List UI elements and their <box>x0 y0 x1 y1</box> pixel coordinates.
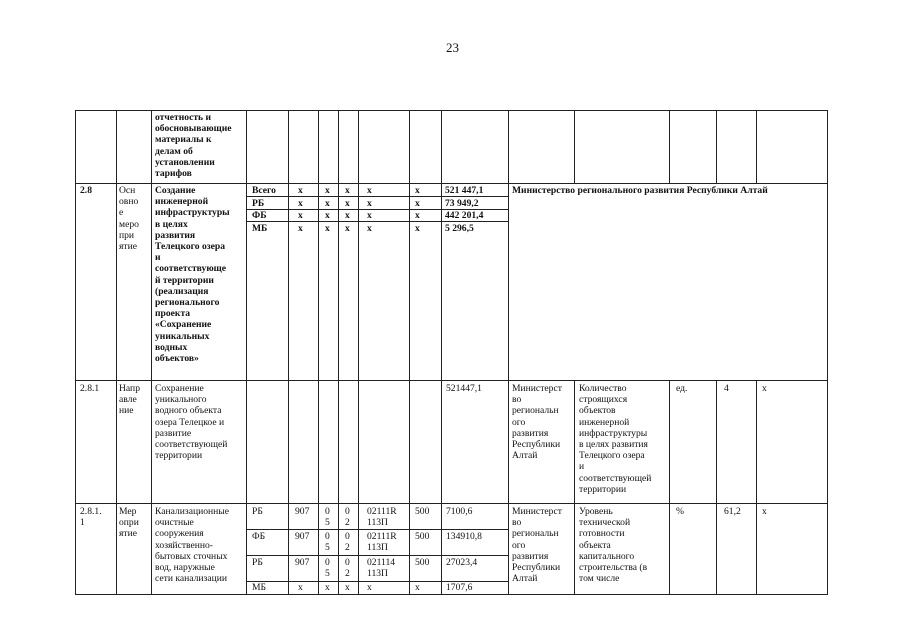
amount-cell: 27023,4 <box>446 557 478 568</box>
row-2-8-1-1-extra: х <box>762 506 767 517</box>
source-cell: МБ <box>252 582 267 593</box>
amount-cell: 73 949,2 <box>445 198 479 209</box>
source-cell: ФБ <box>252 531 266 542</box>
row-2-8-1-1-unit: % <box>676 506 684 517</box>
vr-cell: х <box>415 198 420 209</box>
source-cell: РБ <box>252 506 263 517</box>
row-2-8-1-executor: Министерст во региональн ого развития Республики Алтай <box>512 383 562 462</box>
csr-cell: х <box>367 582 372 593</box>
amount-cell: 7100,6 <box>446 506 473 517</box>
pr-cell: х <box>345 198 350 209</box>
rz-cell: х <box>325 210 330 221</box>
rz-cell: х <box>325 185 330 196</box>
row-2-8-1-amount: 521447,1 <box>446 383 482 394</box>
rz-cell: 0 5 <box>325 557 330 580</box>
rz-cell: х <box>325 582 330 593</box>
source-cell: МБ <box>252 223 268 234</box>
source-cell: Всего <box>252 185 276 196</box>
row-2-8-name: Создание инженерной инфраструктуры в целях развития Телецкого озера и соответствующе й территории (реализация регионального проекта «Сохранение уникальных водных объектов» <box>155 185 230 365</box>
vr-cell: х <box>415 223 420 234</box>
row-2-8-1-unit: ед. <box>676 383 688 394</box>
page-number: 23 <box>446 40 459 55</box>
row-2-8-1-1-executor: Министерст во региональн ого развития Республики Алтай <box>512 506 562 585</box>
grbs-cell: 907 <box>295 531 310 542</box>
grbs-cell: 907 <box>295 557 310 568</box>
rz-cell: х <box>325 223 330 234</box>
pr-cell: 0 2 <box>345 557 350 580</box>
row-2-8-1-1-type: Мер опри ятие <box>119 506 139 540</box>
amount-cell: 521 447,1 <box>445 185 484 196</box>
row-2-8-1-1-value: 61,2 <box>724 506 741 517</box>
amount-cell: 134910,8 <box>446 531 482 542</box>
row-2-8-1-number: 2.8.1 <box>80 383 100 394</box>
grbs-cell: х <box>298 198 303 209</box>
row-2-8-1-indicator: Количество строящихся объектов инженерной инфраструктуры в целях развития Телецкого озера и соответствующей территории <box>579 383 652 495</box>
csr-cell: х <box>367 185 372 196</box>
source-cell: РБ <box>252 557 263 568</box>
csr-cell: х <box>367 210 372 221</box>
row-2-8-1-1-name: Канализационные очистные сооружения хозяйственно- бытовых сточных вод, наружные сети канализации <box>155 506 230 585</box>
pr-cell: х <box>345 185 350 196</box>
pr-cell: 0 2 <box>345 531 350 554</box>
source-cell: ФБ <box>252 210 267 221</box>
amount-cell: 1707,6 <box>446 582 473 593</box>
rz-cell: 0 5 <box>325 506 330 529</box>
pr-cell: х <box>345 223 350 234</box>
pr-cell: х <box>345 210 350 221</box>
pr-cell: х <box>345 582 350 593</box>
csr-cell: х <box>367 223 372 234</box>
vr-cell: х <box>415 210 420 221</box>
csr-cell: х <box>367 198 372 209</box>
row-2-8-1-name: Сохранение уникального водного объекта озера Телецкое и развитие соответствующей территории <box>155 383 228 462</box>
row-2-8-1-value: 4 <box>724 383 729 394</box>
vr-cell: х <box>415 582 420 593</box>
grbs-cell: х <box>298 185 303 196</box>
row-2-8-1-extra: х <box>762 383 767 394</box>
csr-cell: 02111R 113П <box>367 506 397 529</box>
vr-cell: х <box>415 185 420 196</box>
vr-cell: 500 <box>415 531 430 542</box>
row-2-8-1-1-number: 2.8.1. 1 <box>80 506 102 529</box>
continuation-row-name: отчетность и обосновывающие материалы к делам об установлении тарифов <box>155 112 232 180</box>
row-2-8-type: Осн овно е меро при ятие <box>119 185 139 253</box>
amount-cell: 5 296,5 <box>445 223 474 234</box>
pr-cell: 0 2 <box>345 506 350 529</box>
row-2-8-executor: Министерство регионального развития Республики Алтай <box>512 185 768 196</box>
row-2-8-1-1-indicator: Уровень технической готовности объекта капитального строительства (в том числе <box>579 506 648 585</box>
rz-cell: х <box>325 198 330 209</box>
grbs-cell: х <box>298 223 303 234</box>
row-2-8-1-type: Напр авле ние <box>119 383 140 417</box>
grbs-cell: х <box>298 582 303 593</box>
vr-cell: 500 <box>415 506 430 517</box>
vr-cell: 500 <box>415 557 430 568</box>
csr-cell: 021114 113П <box>367 557 396 580</box>
source-cell: РБ <box>252 198 265 209</box>
grbs-cell: х <box>298 210 303 221</box>
amount-cell: 442 201,4 <box>445 210 484 221</box>
rz-cell: 0 5 <box>325 531 330 554</box>
grbs-cell: 907 <box>295 506 310 517</box>
row-2-8-number: 2.8 <box>80 185 92 196</box>
csr-cell: 02111R 113П <box>367 531 397 554</box>
